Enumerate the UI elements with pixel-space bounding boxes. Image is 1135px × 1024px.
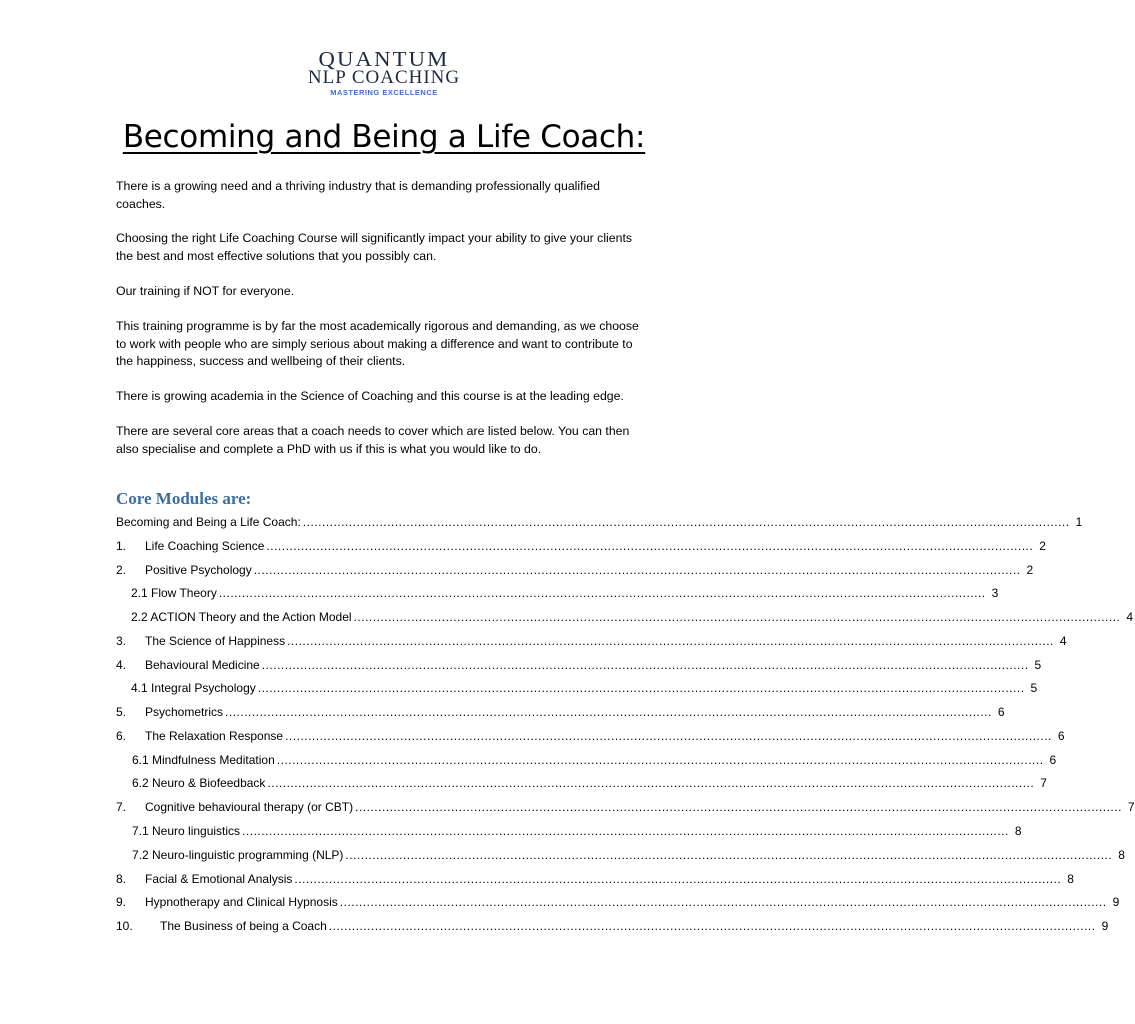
toc-entry[interactable]: [116, 917, 1109, 935]
toc-entry[interactable]: [116, 870, 1074, 888]
page-title: Becoming and Being a Life Coach:: [122, 119, 646, 155]
toc-entry[interactable]: [131, 679, 1038, 697]
toc-entry[interactable]: [132, 822, 1022, 840]
toc-entry-number: 10.: [116, 919, 133, 933]
toc-entry-label: Psychometrics: [145, 705, 224, 719]
core-modules-heading: Core Modules are:: [116, 489, 252, 508]
toc-dot-leader: ........................................................................................................................................................................................................: [276, 753, 1044, 767]
toc-dot-leader: ........................................................................................................................................................................................................: [345, 848, 1113, 862]
toc-dot-leader: ........................................................................................................................................................................................................: [266, 539, 1034, 553]
toc-entry-label: Life Coaching Science: [145, 539, 265, 553]
toc-entry[interactable]: [116, 561, 1034, 579]
toc-entry-page-number: 8: [1118, 848, 1125, 862]
toc-entry-label: Positive Psychology: [145, 563, 252, 577]
intro-paragraph-4: This training programme is by far the most academically rigorous and demanding, as we choose to work with people who are simply serious about making a difference and want to contribute to the happiness, success and wellbeing of their clients.: [116, 319, 639, 368]
toc-entry-label: 6.2 Neuro & Biofeedback: [132, 776, 266, 790]
toc-entry-page-number: 1: [1075, 515, 1083, 529]
toc-entry[interactable]: [116, 537, 1046, 555]
toc-entry-number: 2.: [116, 563, 127, 577]
toc-entry-label: The Science of Happiness: [145, 634, 286, 648]
toc-entry-page-number: 4: [1059, 634, 1067, 648]
toc-entry[interactable]: [116, 727, 1065, 745]
toc-dot-leader: ........................................................................................................................................................................................................: [353, 610, 1121, 624]
toc-entry[interactable]: [116, 703, 1005, 721]
toc-dot-leader: ........................................................................................................................................................................................................: [253, 563, 1021, 577]
toc-entry-page-number: 8: [1067, 872, 1074, 886]
quantum-nlp-logo: [0, 47, 768, 98]
toc-dot-leader: ........................................................................................................................................................................................................: [287, 634, 1054, 648]
toc-entry-label: 7.1 Neuro linguistics: [132, 824, 241, 838]
toc-entry-page-number: 6: [997, 705, 1005, 719]
toc-entry[interactable]: [132, 751, 1057, 769]
intro-paragraph-6: There are several core areas that a coach needs to cover which are listed below. You can then also specialise and complete a PhD with us if this is what you would like to do.: [116, 424, 630, 456]
toc-entry-label: Behavioural Medicine: [145, 658, 260, 672]
toc-entry-label: 7.2 Neuro-linguistic programming (NLP): [132, 848, 344, 862]
toc-entry-number: 4.: [116, 658, 127, 672]
toc-dot-leader: ........................................................................................................................................................................................................: [267, 776, 1035, 790]
toc-entry-page-number: 6: [1057, 729, 1065, 743]
toc-dot-leader: ........................................................................................................................................................................................................: [285, 729, 1052, 743]
toc-entry-page-number: 2: [1039, 539, 1046, 553]
toc-entry[interactable]: [132, 846, 1125, 864]
toc-entry-label: The Business of being a Coach: [160, 919, 327, 933]
toc-dot-leader: ........................................................................................................................................................................................................: [302, 515, 1070, 529]
toc-dot-leader: ........................................................................................................................................................................................................: [218, 586, 986, 600]
toc-entry-label: Hypnotherapy and Clinical Hypnosis: [145, 895, 338, 909]
toc-entry-page-number: 9: [1112, 895, 1120, 909]
intro-paragraph-5: There is growing academia in the Science of Coaching and this course is at the leading edge.: [116, 389, 624, 403]
toc-entry-label: Cognitive behavioural therapy (or CBT): [145, 800, 354, 814]
intro-paragraph-3: Our training if NOT for everyone.: [116, 284, 295, 298]
toc-entry[interactable]: [116, 632, 1067, 650]
logo-tagline: MASTERING EXCELLENCE: [330, 88, 438, 97]
toc-entry[interactable]: [116, 893, 1120, 911]
toc-entry-page-number: 3: [991, 586, 999, 600]
toc-entry-page-number: 5: [1034, 658, 1042, 672]
toc-dot-leader: ........................................................................................................................................................................................................: [339, 895, 1107, 909]
toc-entry-label: 6.1 Mindfulness Meditation: [132, 753, 275, 767]
toc-entry-page-number: 7: [1040, 776, 1047, 790]
toc-entry[interactable]: [131, 608, 1134, 626]
toc-entry[interactable]: [116, 798, 1135, 816]
toc-dot-leader: ........................................................................................................................................................................................................: [328, 919, 1096, 933]
toc-entry-number: 3.: [116, 634, 127, 648]
toc-entry-page-number: 5: [1030, 681, 1038, 695]
toc-dot-leader: ........................................................................................................................................................................................................: [242, 824, 1009, 838]
toc-entry-page-number: 9: [1101, 919, 1109, 933]
intro-paragraph-2: Choosing the right Life Coaching Course will significantly impact your ability to give your clients the best and most effective solutions that you possibly can.: [116, 231, 633, 263]
toc-entry-page-number: 4: [1126, 610, 1134, 624]
toc-entry-page-number: 7: [1127, 800, 1135, 814]
toc-entry-label: 2.1 Flow Theory: [131, 586, 217, 600]
toc-entry-page-number: 2: [1026, 563, 1034, 577]
toc-entry-number: 8.: [116, 872, 127, 886]
toc-dot-leader: ........................................................................................................................................................................................................: [261, 658, 1029, 672]
toc-entry-page-number: 6: [1049, 753, 1057, 767]
toc-entry[interactable]: [131, 584, 999, 602]
toc-entry-label: The Relaxation Response: [145, 729, 284, 743]
toc-entry-label: 2.2 ACTION Theory and the Action Model: [131, 610, 352, 624]
toc-dot-leader: ........................................................................................................................................................................................................: [294, 872, 1062, 886]
logo-line-quantum: QUANTUM: [318, 47, 450, 71]
toc-entry[interactable]: [116, 513, 1083, 531]
toc-entry-number: 6.: [116, 729, 127, 743]
logo-line-nlp-coaching: NLP COACHING: [307, 67, 461, 88]
toc-entry-number: 1.: [116, 539, 127, 553]
toc-entry-label: Becoming and Being a Life Coach:: [116, 515, 301, 529]
toc-entry[interactable]: [132, 774, 1047, 792]
toc-dot-leader: ........................................................................................................................................................................................................: [355, 800, 1122, 814]
toc-entry-number: 7.: [116, 800, 127, 814]
toc-entry[interactable]: [116, 656, 1042, 674]
toc-entry-label: Facial & Emotional Analysis: [145, 872, 293, 886]
intro-paragraph-1: There is a growing need and a thriving industry that is demanding professionally qualified coaches.: [116, 179, 600, 211]
toc-entry-label: 4.1 Integral Psychology: [131, 681, 256, 695]
toc-entry-page-number: 8: [1014, 824, 1022, 838]
toc-entry-number: 5.: [116, 705, 127, 719]
toc-dot-leader: ........................................................................................................................................................................................................: [257, 681, 1025, 695]
toc-entry-number: 9.: [116, 895, 127, 909]
toc-dot-leader: ........................................................................................................................................................................................................: [225, 705, 992, 719]
